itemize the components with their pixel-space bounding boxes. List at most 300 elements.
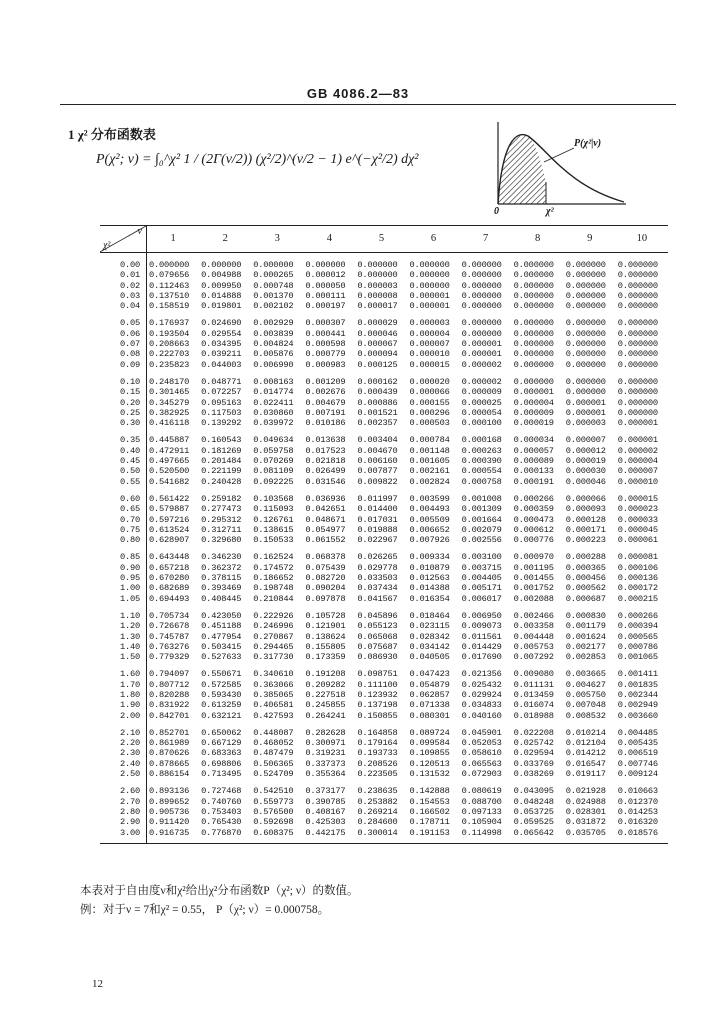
probability-cell: 0.670280 xyxy=(149,573,190,584)
probability-cell: 0.004485 xyxy=(617,727,658,738)
probability-cell: 0.000066 xyxy=(565,493,606,504)
probability-cell: 0.114998 xyxy=(460,828,512,844)
probability-cell: 0.559773 xyxy=(253,796,294,807)
probability-cell: 0.006519 xyxy=(617,748,658,759)
probability-cell: 0.861989 xyxy=(149,738,190,749)
table-row xyxy=(100,398,668,408)
probability-cell: 0.142888 xyxy=(409,786,450,797)
probability-cell: 0.346230 xyxy=(201,552,242,563)
chi-square-value-cell: 1.60 xyxy=(100,662,147,679)
probability-cell: 0.005171 xyxy=(461,583,502,594)
probability-cell: 0.000046 xyxy=(357,328,398,339)
probability-cell: 0.270867 xyxy=(253,631,294,642)
probability-cell: 0.048671 xyxy=(305,514,346,525)
probability-cell: 0.000000 xyxy=(617,376,658,387)
chi-square-value-cell: 0.01 xyxy=(100,270,147,280)
probability-cell: 0.033503 xyxy=(357,573,398,584)
probability-cell: 0.911420 xyxy=(149,817,190,828)
probability-cell: 0.009124 xyxy=(617,769,658,780)
probability-cell: 0.000441 xyxy=(305,328,346,339)
chi-square-value-cell: 0.95 xyxy=(100,573,147,583)
probability-cell: 0.017031 xyxy=(357,514,398,525)
probability-cell: 0.240428 xyxy=(201,476,242,487)
probability-cell: 0.005435 xyxy=(617,738,658,749)
probability-cell: 0.018576 xyxy=(616,828,668,844)
probability-cell: 0.576500 xyxy=(253,806,294,817)
probability-cell: 0.390785 xyxy=(305,796,346,807)
probability-cell: 0.004405 xyxy=(461,573,502,584)
chi-square-value-cell: 0.45 xyxy=(100,456,147,466)
probability-cell: 0.000307 xyxy=(305,318,346,329)
probability-cell: 0.000067 xyxy=(357,339,398,350)
probability-cell: 0.000000 xyxy=(461,260,502,270)
probability-cell: 0.550671 xyxy=(201,669,242,680)
probability-cell: 0.003715 xyxy=(461,562,502,573)
probability-cell: 0.763276 xyxy=(149,641,190,652)
probability-cell: 0.579887 xyxy=(149,504,190,515)
table-row xyxy=(100,477,668,487)
table-row xyxy=(100,797,668,807)
probability-cell: 0.001179 xyxy=(565,621,606,632)
probability-cell: 0.319231 xyxy=(305,748,346,759)
probability-cell: 0.329680 xyxy=(201,535,242,546)
probability-cell: 0.176937 xyxy=(149,318,190,329)
probability-cell: 0.000612 xyxy=(513,524,554,535)
table-row xyxy=(100,360,668,370)
probability-cell: 0.055123 xyxy=(357,621,398,632)
chi-square-value-cell: 0.00 xyxy=(100,253,147,271)
probability-cell: 0.000003 xyxy=(357,280,398,291)
probability-cell: 0.040160 xyxy=(461,710,502,721)
probability-cell: 0.000000 xyxy=(513,280,554,291)
probability-cell: 0.000000 xyxy=(409,270,450,281)
probability-cell: 0.000057 xyxy=(513,445,554,456)
probability-cell: 0.080619 xyxy=(461,786,502,797)
probability-cell: 0.694493 xyxy=(149,593,190,604)
probability-cell: 0.000003 xyxy=(565,418,606,429)
probability-cell: 0.222926 xyxy=(253,610,294,621)
probability-cell: 0.001752 xyxy=(513,583,554,594)
probability-cell: 0.442175 xyxy=(303,828,355,844)
probability-cell: 0.000007 xyxy=(409,339,450,350)
probability-cell: 0.002102 xyxy=(253,301,294,312)
probability-cell: 0.628907 xyxy=(149,535,190,546)
probability-cell: 0.000000 xyxy=(357,260,398,270)
probability-cell: 0.014253 xyxy=(617,806,658,817)
probability-cell: 0.000000 xyxy=(513,301,554,312)
probability-cell: 0.026499 xyxy=(305,466,346,477)
probability-cell: 0.000001 xyxy=(617,435,658,446)
probability-cell: 0.259182 xyxy=(201,493,242,504)
probability-cell: 0.009073 xyxy=(461,621,502,632)
probability-cell: 0.034833 xyxy=(461,700,502,711)
chi-square-value-cell: 0.03 xyxy=(100,291,147,301)
table-row xyxy=(100,456,668,466)
probability-cell: 0.179164 xyxy=(357,738,398,749)
chi-square-value-cell: 2.90 xyxy=(100,817,147,827)
probability-cell: 0.001835 xyxy=(617,679,658,690)
probability-cell: 0.000030 xyxy=(565,466,606,477)
probability-cell: 0.025742 xyxy=(513,738,554,749)
probability-cell: 0.088700 xyxy=(461,796,502,807)
chi-square-value-cell: 0.10 xyxy=(100,370,147,387)
probability-cell: 0.842701 xyxy=(149,710,190,721)
probability-cell: 0.000045 xyxy=(617,524,658,535)
probability-cell: 0.012563 xyxy=(409,573,450,584)
probability-cell: 0.643448 xyxy=(149,552,190,563)
table-row xyxy=(100,594,668,604)
probability-cell: 0.000010 xyxy=(409,349,450,360)
probability-cell: 0.561422 xyxy=(149,493,190,504)
probability-cell: 0.355364 xyxy=(305,769,346,780)
probability-cell: 0.000000 xyxy=(149,260,190,270)
probability-cell: 0.029924 xyxy=(461,689,502,700)
probability-cell: 0.000473 xyxy=(513,514,554,525)
probability-cell: 0.097133 xyxy=(461,806,502,817)
probability-cell: 0.000000 xyxy=(305,260,346,270)
table-row xyxy=(100,662,668,679)
probability-cell: 0.632121 xyxy=(201,710,242,721)
chi-square-value-cell: 2.60 xyxy=(100,779,147,796)
probability-cell: 0.137198 xyxy=(357,700,398,711)
probability-cell: 0.000001 xyxy=(461,349,502,360)
chi-square-value-cell: 0.04 xyxy=(100,301,147,311)
probability-cell: 0.000172 xyxy=(617,583,658,594)
probability-cell: 0.000000 xyxy=(253,260,294,270)
probability-cell: 0.726678 xyxy=(149,621,190,632)
table-row xyxy=(100,418,668,428)
probability-cell: 0.021356 xyxy=(461,669,502,680)
probability-cell: 0.028301 xyxy=(565,806,606,817)
probability-cell: 0.030860 xyxy=(253,407,294,418)
table-row xyxy=(100,466,668,476)
probability-cell: 0.002344 xyxy=(617,689,658,700)
chi-square-value-cell: 0.55 xyxy=(100,477,147,487)
probability-cell: 0.075687 xyxy=(357,641,398,652)
probability-cell: 0.385065 xyxy=(253,689,294,700)
probability-cell: 0.117503 xyxy=(201,407,242,418)
probability-cell: 0.048248 xyxy=(513,796,554,807)
probability-cell: 0.098751 xyxy=(357,669,398,680)
probability-cell: 0.080301 xyxy=(409,710,450,721)
table-row xyxy=(100,428,668,445)
chi-square-value-cell: 1.70 xyxy=(100,680,147,690)
probability-cell: 0.300014 xyxy=(355,828,407,844)
probability-cell: 0.198748 xyxy=(253,583,294,594)
probability-cell: 0.000000 xyxy=(565,270,606,281)
table-row xyxy=(100,515,668,525)
probability-cell: 0.745787 xyxy=(149,631,190,642)
probability-cell: 0.000000 xyxy=(513,359,554,370)
probability-cell: 0.000784 xyxy=(409,435,450,446)
probability-cell: 0.016320 xyxy=(617,817,658,828)
probability-cell: 0.000266 xyxy=(617,610,658,621)
chi-square-value-cell: 0.70 xyxy=(100,515,147,525)
probability-cell: 0.007926 xyxy=(409,535,450,546)
graph-chi-label: χ² xyxy=(546,206,554,217)
probability-cell: 0.000000 xyxy=(513,260,554,270)
table-row xyxy=(100,583,668,593)
chi-square-value-cell: 1.90 xyxy=(100,700,147,710)
probability-cell: 0.000000 xyxy=(565,387,606,398)
probability-cell: 0.005509 xyxy=(409,514,450,525)
probability-cell: 0.000093 xyxy=(565,504,606,515)
probability-cell: 0.000000 xyxy=(617,270,658,281)
probability-cell: 0.683363 xyxy=(201,748,242,759)
column-header-nu-3: 3 xyxy=(251,226,303,253)
probability-cell: 0.000296 xyxy=(409,407,450,418)
probability-cell: 0.000748 xyxy=(253,280,294,291)
probability-cell: 0.071338 xyxy=(409,700,450,711)
probability-cell: 0.178711 xyxy=(409,817,450,828)
note-example: 例：对于ν = 7和χ² = 0.55， P（χ²; ν）= 0.000758。 xyxy=(80,904,330,916)
probability-cell: 0.000197 xyxy=(305,301,346,312)
probability-cell: 0.000359 xyxy=(513,504,554,515)
probability-cell: 0.042651 xyxy=(305,504,346,515)
probability-cell: 0.092225 xyxy=(253,476,294,487)
probability-cell: 0.000000 xyxy=(461,280,502,291)
probability-cell: 0.006652 xyxy=(409,524,450,535)
probability-cell: 0.000089 xyxy=(513,456,554,467)
probability-cell: 0.103568 xyxy=(253,493,294,504)
probability-cell: 0.000033 xyxy=(617,514,658,525)
probability-cell: 0.899652 xyxy=(149,796,190,807)
distribution-formula: P(χ²; ν) = ∫₀^χ² 1 / (2Γ(ν/2)) (χ²/2)^(ν/2 − 1) e^(−χ²/2) dχ² xyxy=(96,152,419,167)
chi-square-value-cell: 1.80 xyxy=(100,690,147,700)
table-row xyxy=(100,487,668,504)
probability-cell: 0.000000 xyxy=(617,349,658,360)
table-row xyxy=(100,690,668,700)
probability-cell: 0.713495 xyxy=(201,769,242,780)
probability-cell: 0.007746 xyxy=(617,758,658,769)
probability-cell: 0.112463 xyxy=(149,280,190,291)
probability-cell: 0.162524 xyxy=(253,552,294,563)
probability-cell: 0.541682 xyxy=(149,476,190,487)
probability-cell: 0.193504 xyxy=(149,328,190,339)
probability-cell: 0.082720 xyxy=(305,573,346,584)
table-row xyxy=(100,563,668,573)
chi-square-value-cell: 0.90 xyxy=(100,563,147,573)
probability-cell: 0.000094 xyxy=(357,349,398,360)
probability-cell: 0.000000 xyxy=(617,318,658,329)
probability-cell: 0.000779 xyxy=(305,349,346,360)
table-row xyxy=(100,738,668,748)
table-row xyxy=(100,828,668,844)
probability-cell: 0.000015 xyxy=(617,493,658,504)
probability-cell: 0.021928 xyxy=(565,786,606,797)
probability-cell: 0.209282 xyxy=(305,679,346,690)
probability-cell: 0.010186 xyxy=(305,418,346,429)
probability-cell: 0.886154 xyxy=(149,769,190,780)
probability-cell: 0.059525 xyxy=(513,817,554,828)
probability-cell: 0.072257 xyxy=(201,387,242,398)
probability-cell: 0.121901 xyxy=(305,621,346,632)
probability-cell: 0.009822 xyxy=(357,476,398,487)
probability-cell: 0.340610 xyxy=(253,669,294,680)
probability-cell: 0.295312 xyxy=(201,514,242,525)
probability-cell: 0.006950 xyxy=(461,610,502,621)
probability-cell: 0.000266 xyxy=(513,493,554,504)
probability-cell: 0.001411 xyxy=(617,669,658,680)
chi-square-value-cell: 0.25 xyxy=(100,408,147,418)
probability-cell: 0.065563 xyxy=(461,758,502,769)
chi-square-value-cell: 0.05 xyxy=(100,311,147,328)
probability-cell: 0.002853 xyxy=(565,652,606,663)
probability-cell: 0.186652 xyxy=(253,573,294,584)
probability-cell: 0.001605 xyxy=(409,456,450,467)
column-header-nu-9: 9 xyxy=(564,226,616,253)
probability-cell: 0.000015 xyxy=(409,359,450,370)
probability-cell: 0.000000 xyxy=(565,328,606,339)
column-header-nu-1: 1 xyxy=(147,226,200,253)
probability-cell: 0.000000 xyxy=(461,318,502,329)
probability-cell: 0.905736 xyxy=(149,806,190,817)
probability-cell: 0.245855 xyxy=(305,700,346,711)
probability-cell: 0.000019 xyxy=(565,456,606,467)
probability-cell: 0.000046 xyxy=(565,476,606,487)
probability-cell: 0.150533 xyxy=(253,535,294,546)
probability-cell: 0.362372 xyxy=(201,562,242,573)
probability-cell: 0.000000 xyxy=(617,387,658,398)
probability-cell: 0.698806 xyxy=(201,758,242,769)
probability-cell: 0.003358 xyxy=(513,621,554,632)
probability-cell: 0.000554 xyxy=(461,466,502,477)
table-row xyxy=(100,711,668,721)
probability-cell: 0.037434 xyxy=(357,583,398,594)
probability-cell: 0.000000 xyxy=(513,290,554,301)
chi-square-value-cell: 2.00 xyxy=(100,711,147,721)
probability-cell: 0.208663 xyxy=(149,339,190,350)
probability-cell: 0.001195 xyxy=(513,562,554,573)
probability-cell: 0.597216 xyxy=(149,514,190,525)
probability-cell: 0.269214 xyxy=(357,806,398,817)
corner-nu-label: ν xyxy=(137,226,142,237)
probability-cell: 0.014388 xyxy=(409,583,450,594)
probability-cell: 0.048771 xyxy=(201,376,242,387)
probability-cell: 0.264241 xyxy=(305,710,346,721)
probability-cell: 0.002676 xyxy=(305,387,346,398)
probability-cell: 0.001008 xyxy=(461,493,502,504)
probability-cell: 0.004448 xyxy=(513,631,554,642)
probability-cell: 0.007292 xyxy=(513,652,554,663)
table-row xyxy=(100,759,668,769)
table-row xyxy=(100,329,668,339)
table-row xyxy=(100,769,668,779)
probability-cell: 0.007877 xyxy=(357,466,398,477)
probability-cell: 0.593430 xyxy=(201,689,242,700)
probability-cell: 0.014888 xyxy=(201,290,242,301)
chi-square-value-cell: 0.02 xyxy=(100,281,147,291)
probability-cell: 0.000168 xyxy=(461,435,502,446)
probability-cell: 0.223505 xyxy=(357,769,398,780)
probability-cell: 0.035705 xyxy=(564,828,616,844)
chi-square-value-cell: 2.80 xyxy=(100,807,147,817)
table-row xyxy=(100,311,668,328)
chi-square-value-cell: 1.00 xyxy=(100,583,147,593)
probability-cell: 0.000000 xyxy=(461,328,502,339)
chi-square-value-cell: 0.30 xyxy=(100,418,147,428)
probability-cell: 0.000010 xyxy=(617,476,658,487)
probability-cell: 0.779329 xyxy=(149,652,190,663)
table-row xyxy=(100,504,668,514)
probability-cell: 0.044003 xyxy=(201,359,242,370)
probability-cell: 0.831922 xyxy=(149,700,190,711)
probability-cell: 0.016354 xyxy=(409,593,450,604)
probability-cell: 0.000012 xyxy=(305,270,346,281)
chi-square-value-cell: 2.50 xyxy=(100,769,147,779)
probability-cell: 0.002088 xyxy=(513,593,554,604)
probability-cell: 0.105728 xyxy=(305,610,346,621)
probability-cell: 0.026265 xyxy=(357,552,398,563)
probability-cell: 0.000565 xyxy=(617,631,658,642)
column-header-nu-7: 7 xyxy=(460,226,512,253)
table-row xyxy=(100,642,668,652)
table-row xyxy=(100,408,668,418)
probability-cell: 0.004670 xyxy=(357,445,398,456)
probability-cell: 0.014400 xyxy=(357,504,398,515)
probability-cell: 0.000000 xyxy=(565,376,606,387)
probability-cell: 0.000171 xyxy=(565,524,606,535)
probability-cell: 0.000012 xyxy=(565,445,606,456)
probability-cell: 0.000009 xyxy=(461,387,502,398)
probability-cell: 0.193733 xyxy=(357,748,398,759)
column-header-nu-4: 4 xyxy=(303,226,355,253)
probability-cell: 0.065068 xyxy=(357,631,398,642)
probability-cell: 0.650062 xyxy=(201,727,242,738)
probability-cell: 0.019117 xyxy=(565,769,606,780)
probability-cell: 0.000009 xyxy=(513,407,554,418)
chi-square-value-cell: 1.30 xyxy=(100,632,147,642)
chi-square-value-cell: 0.07 xyxy=(100,339,147,349)
probability-cell: 0.120513 xyxy=(409,758,450,769)
probability-cell: 0.018988 xyxy=(513,710,554,721)
probability-cell: 0.427593 xyxy=(253,710,294,721)
probability-cell: 0.253882 xyxy=(357,796,398,807)
probability-cell: 0.000503 xyxy=(409,418,450,429)
probability-cell: 0.173359 xyxy=(305,652,346,663)
probability-cell: 0.024690 xyxy=(201,318,242,329)
probability-cell: 0.727468 xyxy=(201,786,242,797)
probability-cell: 0.000456 xyxy=(565,573,606,584)
chi-square-value-cell: 0.35 xyxy=(100,428,147,445)
probability-cell: 0.034395 xyxy=(201,339,242,350)
probability-cell: 0.019888 xyxy=(357,524,398,535)
probability-cell: 0.000983 xyxy=(305,359,346,370)
probability-cell: 0.013459 xyxy=(513,689,554,700)
probability-cell: 0.284600 xyxy=(357,817,398,828)
probability-cell: 0.472911 xyxy=(149,445,190,456)
probability-cell: 0.010663 xyxy=(617,786,658,797)
probability-cell: 0.011997 xyxy=(357,493,398,504)
probability-cell: 0.019801 xyxy=(201,301,242,312)
probability-cell: 0.138624 xyxy=(305,631,346,642)
table-row xyxy=(100,446,668,456)
probability-cell: 0.208526 xyxy=(357,758,398,769)
probability-cell: 0.487479 xyxy=(253,748,294,759)
probability-cell: 0.000000 xyxy=(617,339,658,350)
chi-square-value-cell: 0.75 xyxy=(100,525,147,535)
probability-cell: 0.081109 xyxy=(253,466,294,477)
chi-square-value-cell: 1.20 xyxy=(100,621,147,631)
probability-cell: 0.000000 xyxy=(617,290,658,301)
probability-cell: 0.049634 xyxy=(253,435,294,446)
probability-cell: 0.006160 xyxy=(357,456,398,467)
probability-cell: 0.451188 xyxy=(201,621,242,632)
column-header-nu-5: 5 xyxy=(355,226,407,253)
probability-cell: 0.300971 xyxy=(305,738,346,749)
probability-cell: 0.000004 xyxy=(513,397,554,408)
probability-cell: 0.000000 xyxy=(565,318,606,329)
